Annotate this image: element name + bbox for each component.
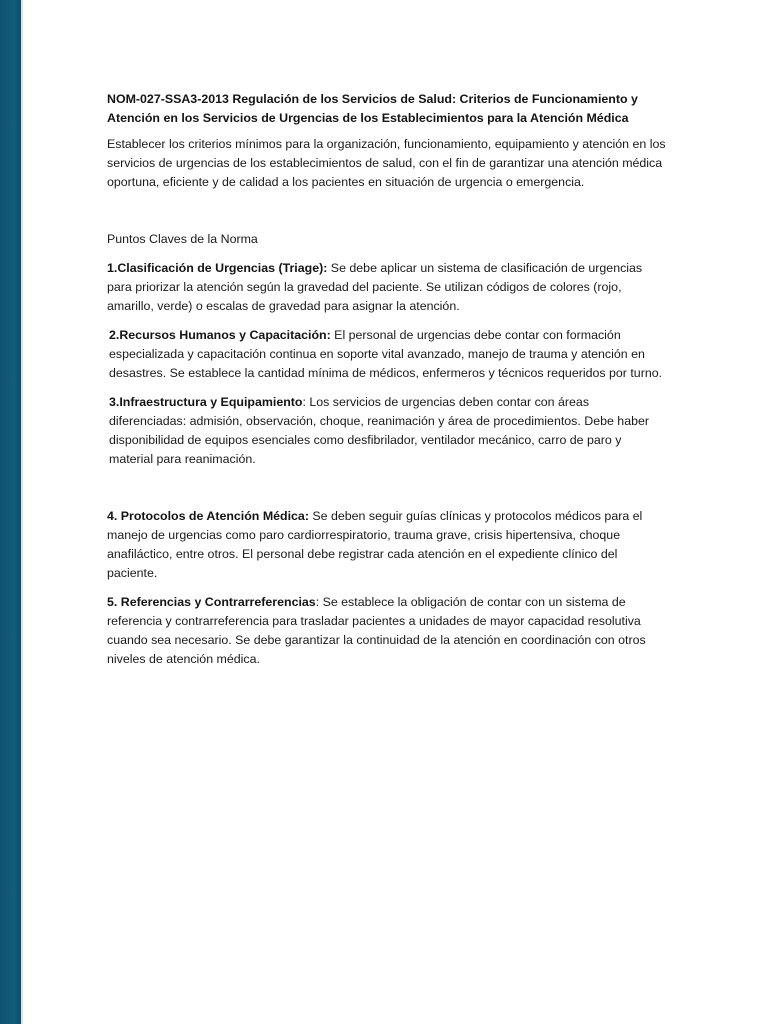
key-point-1 xyxy=(107,259,667,316)
key-point-5-text: : Se establece la obligación de contar con un sistema de referencia y contrarreferencia para trasladar pacientes a unidades de mayor capacidad resolutiva cuando sea necesario. Se debe garantizar la continuidad de la atención en coordinación con otros niveles de atención médica. xyxy=(107,595,646,666)
key-point-2 xyxy=(107,326,667,383)
section-heading: Puntos Claves de la Norma xyxy=(107,232,258,246)
side-bar-edge xyxy=(21,0,23,1024)
key-point-3-text: : Los servicios de urgencias deben contar con áreas diferenciadas: admisión, observación, choque, reanimación y área de procedimientos. Debe haber disponibilidad de equipos esenciales como desfibrilador, ventilador mecánico, carro de paro y material para reanimación. xyxy=(109,395,649,466)
key-point-4-text: Se deben seguir guías clínicas y protocolos médicos para el manejo de urgencias como paro cardiorrespiratorio, trauma grave, crisis hipertensiva, choque anafiláctico, entre otros. El personal debe registrar cada atención en el expediente clínico del paciente. xyxy=(107,509,643,580)
side-color-bar xyxy=(0,0,21,1024)
key-point-2-label: 2.Recursos Humanos y Capacitación: xyxy=(109,328,331,342)
document-intro: Establecer los criterios mínimos para la organización, funcionamiento, equipamiento y atención en los servicios de urgencias de los establecimientos de salud, con el fin de garantizar una atención médica oportuna, eficiente y de calidad a los pacientes en situación de urgencia o emergencia. xyxy=(107,137,666,189)
key-point-4-label: 4. Protocolos de Atención Médica: xyxy=(107,509,309,523)
key-point-1-text: Se debe aplicar un sistema de clasificación de urgencias para priorizar la atención según la gravedad del paciente. Se utilizan códigos de colores (rojo, amarillo, verde) o escalas de gravedad para asignar la atención. xyxy=(107,261,643,313)
key-point-3-label: 3.Infraestructura y Equipamiento xyxy=(109,395,303,409)
key-point-5-label: 5. Referencias y Contrarreferencias xyxy=(107,595,316,609)
document-page xyxy=(107,90,667,679)
key-point-3 xyxy=(107,393,667,469)
document-title: NOM-027-SSA3-2013 Regulación de los Servicios de Salud: Criterios de Funcionamiento y Atención en los Servicios de Urgencias de los Establecimientos para la Atención Médica xyxy=(107,92,638,125)
key-point-1-label: 1.Clasificación de Urgencias (Triage): xyxy=(107,261,328,275)
key-point-2-text: El personal de urgencias debe contar con formación especializada y capacitación continua en soporte vital avanzado, manejo de trauma y atención en desastres. Se establece la cantidad mínima de médicos, enfermeros y técnicos requeridos por turno. xyxy=(109,328,663,380)
key-point-5 xyxy=(107,593,667,669)
key-point-4 xyxy=(107,507,667,583)
